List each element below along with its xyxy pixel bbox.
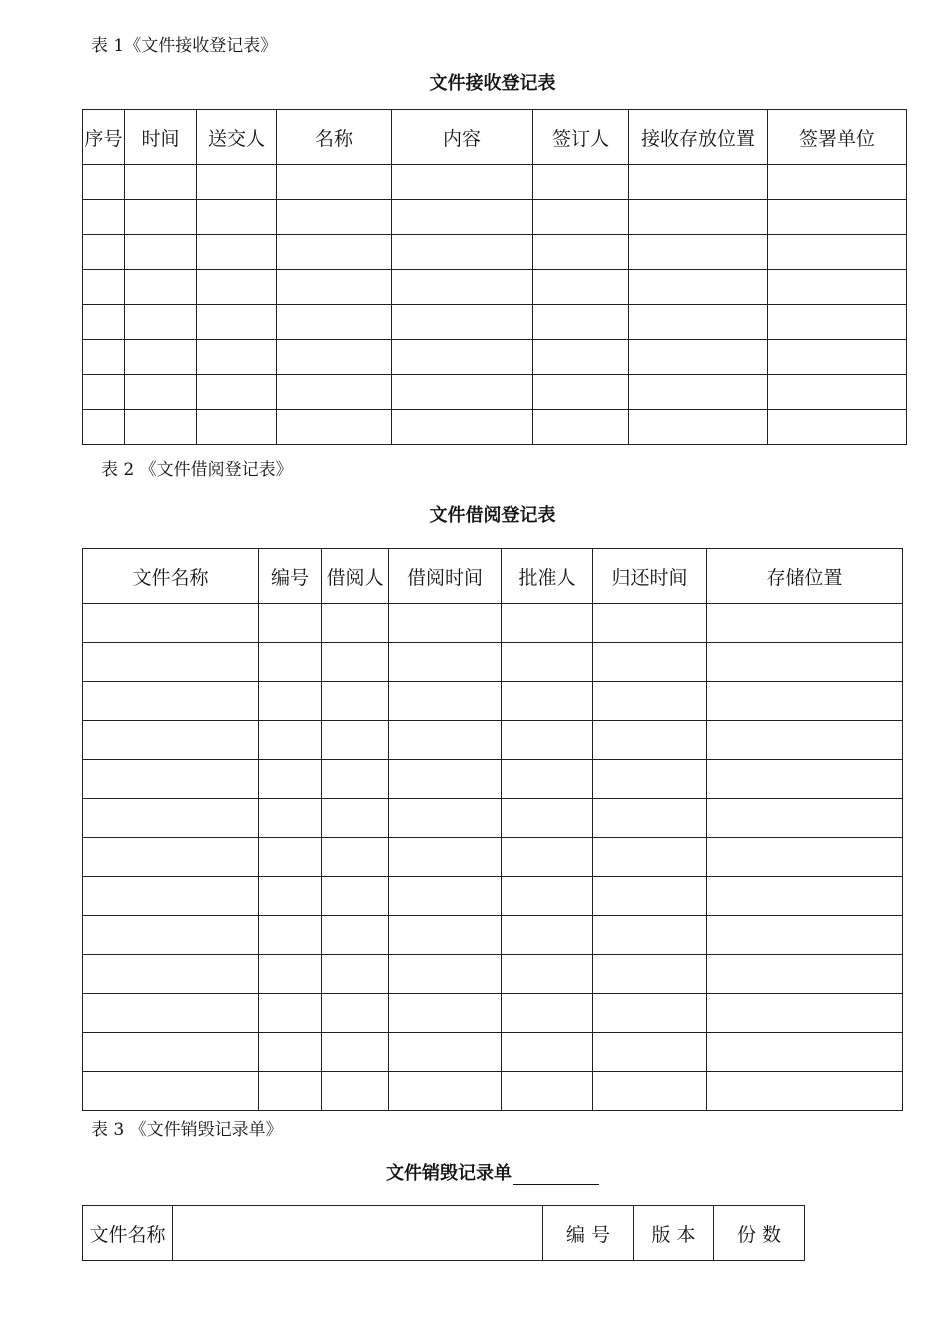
header-number: 编号: [259, 549, 322, 604]
table-cell[interactable]: [502, 877, 593, 916]
table1-caption: 表 1《文件接收登记表》: [91, 36, 278, 56]
table-row: [83, 305, 907, 340]
table-cell[interactable]: [392, 305, 533, 340]
table-row: [83, 994, 903, 1033]
table-cell[interactable]: [502, 1033, 593, 1072]
table-cell[interactable]: [83, 994, 259, 1033]
table-cell[interactable]: [533, 200, 629, 235]
table1-title: 文件接收登记表: [429, 73, 556, 94]
table-cell[interactable]: [593, 760, 707, 799]
table-cell[interactable]: [707, 721, 903, 760]
table-cell[interactable]: [259, 799, 322, 838]
header-borrow-time: 借阅时间: [389, 549, 502, 604]
table-cell[interactable]: [197, 235, 277, 270]
table-row: [83, 375, 907, 410]
table-cell[interactable]: [259, 916, 322, 955]
table-cell[interactable]: [322, 760, 389, 799]
table-cell[interactable]: [502, 1072, 593, 1111]
table-cell[interactable]: [83, 643, 259, 682]
table-cell[interactable]: [593, 916, 707, 955]
table-cell[interactable]: [83, 340, 125, 375]
table-cell[interactable]: [768, 375, 907, 410]
table-row: [83, 643, 903, 682]
table-cell[interactable]: [629, 235, 768, 270]
table-row: [83, 1033, 903, 1072]
table-row: [83, 235, 907, 270]
table-cell[interactable]: [322, 994, 389, 1033]
table-cell[interactable]: [389, 877, 502, 916]
table-cell[interactable]: [629, 340, 768, 375]
table-cell[interactable]: [83, 165, 125, 200]
table-cell[interactable]: [259, 994, 322, 1033]
table-cell[interactable]: [629, 410, 768, 445]
table-cell[interactable]: [392, 340, 533, 375]
table-cell[interactable]: [707, 838, 903, 877]
table-cell[interactable]: [259, 838, 322, 877]
table-cell[interactable]: [392, 200, 533, 235]
table-cell[interactable]: [389, 838, 502, 877]
table-cell[interactable]: [259, 760, 322, 799]
table-cell[interactable]: [389, 682, 502, 721]
table-cell[interactable]: [533, 410, 629, 445]
table-cell[interactable]: [83, 721, 259, 760]
table-cell[interactable]: [533, 340, 629, 375]
table-header-row: [83, 1206, 805, 1261]
table-cell[interactable]: [197, 410, 277, 445]
table-cell[interactable]: [197, 200, 277, 235]
file-name-value-cell[interactable]: [173, 1206, 543, 1261]
table-cell[interactable]: [707, 799, 903, 838]
table-cell[interactable]: [768, 410, 907, 445]
table-cell[interactable]: [707, 1072, 903, 1111]
table-cell[interactable]: [629, 270, 768, 305]
table-cell[interactable]: [322, 604, 389, 643]
title-blank-line: [513, 1166, 599, 1185]
label-copies: 份 数: [714, 1206, 805, 1261]
header-signer: 签订人: [533, 110, 629, 165]
table-cell[interactable]: [83, 305, 125, 340]
table-cell[interactable]: [83, 682, 259, 721]
table-cell[interactable]: [593, 799, 707, 838]
table-cell[interactable]: [322, 682, 389, 721]
table-cell[interactable]: [197, 270, 277, 305]
table-cell[interactable]: [392, 165, 533, 200]
table-cell[interactable]: [707, 916, 903, 955]
table-cell[interactable]: [322, 916, 389, 955]
table-cell[interactable]: [259, 682, 322, 721]
table-cell[interactable]: [502, 955, 593, 994]
table-cell[interactable]: [533, 165, 629, 200]
table3-caption: 表 3 《文件销毁记录单》: [91, 1120, 283, 1140]
table-cell[interactable]: [768, 235, 907, 270]
table-cell[interactable]: [277, 340, 392, 375]
header-time: 时间: [125, 110, 197, 165]
table-cell[interactable]: [197, 340, 277, 375]
table-cell[interactable]: [277, 410, 392, 445]
table-cell[interactable]: [502, 721, 593, 760]
table3-title-wrap: [0, 1163, 950, 1185]
table-cell[interactable]: [83, 1033, 259, 1072]
table-cell[interactable]: [629, 305, 768, 340]
table-cell[interactable]: [125, 200, 197, 235]
table-cell[interactable]: [593, 994, 707, 1033]
table-cell[interactable]: [502, 643, 593, 682]
table-row: [83, 270, 907, 305]
table-cell[interactable]: [392, 270, 533, 305]
table-cell[interactable]: [125, 305, 197, 340]
table2-caption: 表 2 《文件借阅登记表》: [101, 460, 293, 480]
table-cell[interactable]: [629, 200, 768, 235]
table-cell[interactable]: [768, 305, 907, 340]
table-cell[interactable]: [533, 375, 629, 410]
table-cell[interactable]: [593, 682, 707, 721]
table-cell[interactable]: [125, 340, 197, 375]
table-cell[interactable]: [593, 604, 707, 643]
table-cell[interactable]: [533, 270, 629, 305]
table-cell[interactable]: [125, 235, 197, 270]
table-cell[interactable]: [322, 955, 389, 994]
header-storage-location: 接收存放位置: [629, 110, 768, 165]
table-cell[interactable]: [768, 165, 907, 200]
file-receipt-register-table: [82, 109, 907, 445]
table-cell[interactable]: [392, 410, 533, 445]
table-cell[interactable]: [389, 916, 502, 955]
table-row: [83, 165, 907, 200]
table-cell[interactable]: [197, 165, 277, 200]
header-borrower: 借阅人: [322, 549, 389, 604]
table3-title: 文件销毁记录单: [386, 1163, 512, 1184]
header-signing-unit: 签署单位: [768, 110, 907, 165]
table-cell[interactable]: [502, 760, 593, 799]
table-row: [83, 760, 903, 799]
table-row: [83, 410, 907, 445]
table-cell[interactable]: [533, 235, 629, 270]
table-cell[interactable]: [502, 682, 593, 721]
table-cell[interactable]: [389, 643, 502, 682]
table-cell[interactable]: [322, 643, 389, 682]
table-cell[interactable]: [83, 916, 259, 955]
table-cell[interactable]: [629, 165, 768, 200]
table-cell[interactable]: [322, 1072, 389, 1111]
table-cell[interactable]: [277, 270, 392, 305]
table-row: [83, 340, 907, 375]
table-cell[interactable]: [389, 994, 502, 1033]
table-cell[interactable]: [502, 916, 593, 955]
table-row: [83, 200, 907, 235]
table-cell[interactable]: [502, 799, 593, 838]
table-cell[interactable]: [125, 165, 197, 200]
table-cell[interactable]: [277, 375, 392, 410]
table-cell[interactable]: [502, 604, 593, 643]
table-row: [83, 838, 903, 877]
header-sender: 送交人: [197, 110, 277, 165]
table-row: [83, 1072, 903, 1111]
table-cell[interactable]: [707, 682, 903, 721]
table-cell[interactable]: [389, 760, 502, 799]
table-row: [83, 682, 903, 721]
table-cell[interactable]: [83, 270, 125, 305]
table-row: [83, 799, 903, 838]
header-name: 名称: [277, 110, 392, 165]
table-cell[interactable]: [83, 955, 259, 994]
label-file-name: 文件名称: [83, 1206, 173, 1261]
file-borrowing-register-table: [82, 548, 903, 1111]
header-serial-number: 序号: [83, 110, 125, 165]
table-cell[interactable]: [707, 1033, 903, 1072]
table-header-row: [83, 110, 907, 165]
table-cell[interactable]: [392, 375, 533, 410]
table-cell[interactable]: [389, 721, 502, 760]
table-cell[interactable]: [322, 838, 389, 877]
table-cell[interactable]: [502, 838, 593, 877]
table-cell[interactable]: [707, 643, 903, 682]
table-cell[interactable]: [259, 721, 322, 760]
table-cell[interactable]: [707, 994, 903, 1033]
table-cell[interactable]: [83, 604, 259, 643]
table-cell[interactable]: [322, 1033, 389, 1072]
header-return-time: 归还时间: [593, 549, 707, 604]
table-cell[interactable]: [593, 643, 707, 682]
table-cell[interactable]: [593, 877, 707, 916]
table-cell[interactable]: [389, 955, 502, 994]
header-file-name: 文件名称: [83, 549, 259, 604]
table-cell[interactable]: [83, 235, 125, 270]
header-storage-location: 存储位置: [707, 549, 903, 604]
table-cell[interactable]: [83, 375, 125, 410]
label-version: 版 本: [634, 1206, 714, 1261]
table-header-row: [83, 549, 903, 604]
table-cell[interactable]: [768, 340, 907, 375]
table-cell[interactable]: [389, 604, 502, 643]
label-number: 编 号: [543, 1206, 634, 1261]
table-cell[interactable]: [389, 1033, 502, 1072]
table-cell[interactable]: [83, 410, 125, 445]
table-cell[interactable]: [322, 799, 389, 838]
table-cell[interactable]: [259, 1033, 322, 1072]
table-cell[interactable]: [197, 375, 277, 410]
table-cell[interactable]: [629, 375, 768, 410]
table-cell[interactable]: [593, 1033, 707, 1072]
table-row: [83, 604, 903, 643]
table-row: [83, 955, 903, 994]
table-cell[interactable]: [83, 799, 259, 838]
table-cell[interactable]: [83, 200, 125, 235]
table-cell[interactable]: [322, 721, 389, 760]
table-cell[interactable]: [593, 955, 707, 994]
table-cell[interactable]: [392, 235, 533, 270]
table-cell[interactable]: [277, 305, 392, 340]
table-cell[interactable]: [277, 165, 392, 200]
file-destruction-record-table: [82, 1205, 805, 1261]
header-approver: 批准人: [502, 549, 593, 604]
table-cell[interactable]: [259, 643, 322, 682]
table-cell[interactable]: [259, 955, 322, 994]
table-cell[interactable]: [707, 604, 903, 643]
table-cell[interactable]: [593, 838, 707, 877]
table-cell[interactable]: [259, 1072, 322, 1111]
table-cell[interactable]: [707, 955, 903, 994]
table-row: [83, 916, 903, 955]
table-cell[interactable]: [197, 305, 277, 340]
table-cell[interactable]: [533, 305, 629, 340]
table-cell[interactable]: [502, 994, 593, 1033]
table-cell[interactable]: [768, 270, 907, 305]
table-row: [83, 721, 903, 760]
table-cell[interactable]: [259, 877, 322, 916]
table-cell[interactable]: [389, 1072, 502, 1111]
header-content: 内容: [392, 110, 533, 165]
table-cell[interactable]: [125, 375, 197, 410]
table-cell[interactable]: [259, 604, 322, 643]
table-cell[interactable]: [277, 235, 392, 270]
table-cell[interactable]: [322, 877, 389, 916]
table-cell[interactable]: [593, 721, 707, 760]
table-row: [83, 877, 903, 916]
table-cell[interactable]: [277, 200, 392, 235]
table-cell[interactable]: [389, 799, 502, 838]
table-cell[interactable]: [83, 1072, 259, 1111]
table-cell[interactable]: [83, 838, 259, 877]
table-cell[interactable]: [125, 410, 197, 445]
table-cell[interactable]: [593, 1072, 707, 1111]
table-cell[interactable]: [83, 760, 259, 799]
table2-title: 文件借阅登记表: [429, 505, 556, 526]
table-cell[interactable]: [707, 877, 903, 916]
table-cell[interactable]: [768, 200, 907, 235]
table-cell[interactable]: [707, 760, 903, 799]
table-cell[interactable]: [83, 877, 259, 916]
table-cell[interactable]: [125, 270, 197, 305]
